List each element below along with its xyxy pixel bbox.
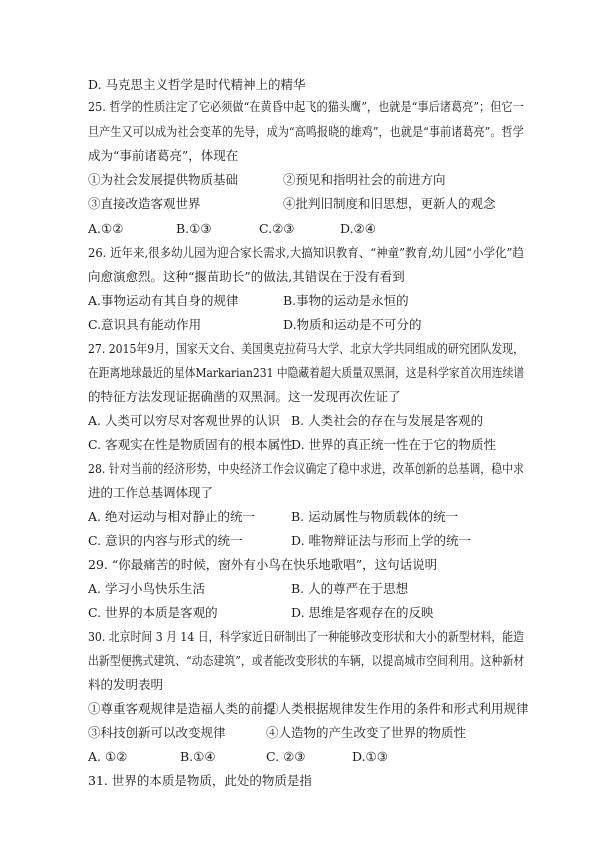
q30-stem-line1: 30. 北京时间 3 月 14 日，科学家近日研制出了一种能够改变形状和大小的新型材料，能造 [88,629,524,644]
q27-option-b: B. 人类社会的存在与发展是客观的 [291,413,484,428]
q30-item-3: ③科技创新可以改变规律 [88,725,226,740]
q30-item-4: ④人造物的产生改变了世界的物质性 [266,725,467,740]
q25-option-c: C.②③ [259,221,295,236]
q26-stem-line1: 26. 近年来,很多幼儿园为迎合家长需求,大搞知识教育、“神童”教育,幼儿园“小学化”趋 [88,245,524,260]
q30-option-d: D.①③ [352,749,388,764]
q25-option-a: A.①② [88,221,124,236]
q26-stem-line2: 向愈演愈烈。这种“揠苗助长”的做法,其错误在于没有看到 [88,269,405,284]
q24-option-d: D. 马克思主义哲学是时代精神上的精华 [88,77,306,92]
q27-option-a: A. 人类可以穷尽对客观世界的认识 [88,413,280,428]
q26-option-d: D.物质和运动是不可分的 [283,317,422,332]
q28-option-a: A. 绝对运动与相对静止的统一 [88,509,255,524]
q26-option-b: B.事物的运动是永恒的 [283,293,409,308]
q30-stem-line2: 出新型便携式建筑、“动态建筑”，或者能改变形状的车辆，以提高城市空间利用。这种新材 [88,653,525,668]
q25-stem-line1: 25. 哲学的性质注定了它必须做“在黄昏中起飞的猫头鹰”，也就是“事后诸葛亮”；但它一 [88,99,524,114]
q29-stem-line1: 29. “你最痛苦的时候，窗外有小鸟在快乐地歌唱”，这句话说明 [88,557,438,572]
q28-option-c: C. 意识的内容与形式的统一 [88,533,243,548]
q30-option-a: A. ①② [88,749,128,764]
q30-option-b: B.①④ [180,749,216,764]
q26-option-c: C.意识具有能动作用 [88,317,202,332]
q28-option-d: D. 唯物辩证法与形而上学的统一 [291,533,472,548]
q31-stem-line1: 31. 世界的本质是物质，此处的物质是指 [88,773,312,788]
q29-option-c: C. 世界的本质是客观的 [88,605,218,620]
q30-stem-line3: 料的发明表明 [88,677,164,692]
q27-stem-line3: 的特征方法发现证据确凿的双黑洞。这一发现再次佐证了 [88,389,401,404]
q25-option-d: D.②④ [340,221,376,236]
q27-stem-line1: 27. 2015年9月，国家天文台、美国奥克拉荷马大学、北京大学共同组成的研究团队发现， [88,341,524,356]
q30-item-2: ②人类根据规律发生作用的条件和形式利用规律 [266,701,529,716]
q25-item-2: ②预见和指明社会的前进方向 [283,172,446,187]
q28-stem-line1: 28. 针对当前的经济形势，中央经济工作会议确定了稳中求进，改革创新的总基调，稳中求 [88,461,525,476]
q29-option-a: A. 学习小鸟快乐生活 [88,581,205,596]
q27-option-c: C. 客观实在性是物质固有的根本属性 [88,437,293,452]
q25-item-3: ③直接改造客观世界 [88,196,201,211]
q28-option-b: B. 运动属性与物质载体的统一 [291,509,459,524]
q29-option-d: D. 思维是客观存在的反映 [291,605,434,620]
q25-item-1: ①为社会发展提供物质基础 [88,172,239,187]
q28-stem-line2: 进的工作总基调体现了 [88,485,214,500]
q27-stem-line2: 在距离地球最近的星体Markarian231 中隐藏着超大质量双黑洞，这是科学家首次用连续谱 [88,365,525,380]
q25-item-4: ④批判旧制度和旧思想，更新人的观念 [283,196,496,211]
q25-option-b: B.①③ [176,221,212,236]
q30-item-1: ①尊重客观规律是造福人类的前提 [88,701,276,716]
q30-option-c: C. ②③ [266,749,306,764]
q25-stem-line3: 成为“事前诸葛亮”，体现在 [88,148,239,163]
q27-option-d: D. 世界的真正统一性在于它的物质性 [291,437,497,452]
q25-stem-line2: 旦产生又可以成为社会变革的先导，成为“高鸣报晓的雄鸡”，也就是“事前诸葛亮”。哲学 [88,124,524,139]
q26-option-a: A.事物运动有其自身的规律 [88,293,239,308]
q29-option-b: B. 人的尊严在于思想 [291,581,409,596]
